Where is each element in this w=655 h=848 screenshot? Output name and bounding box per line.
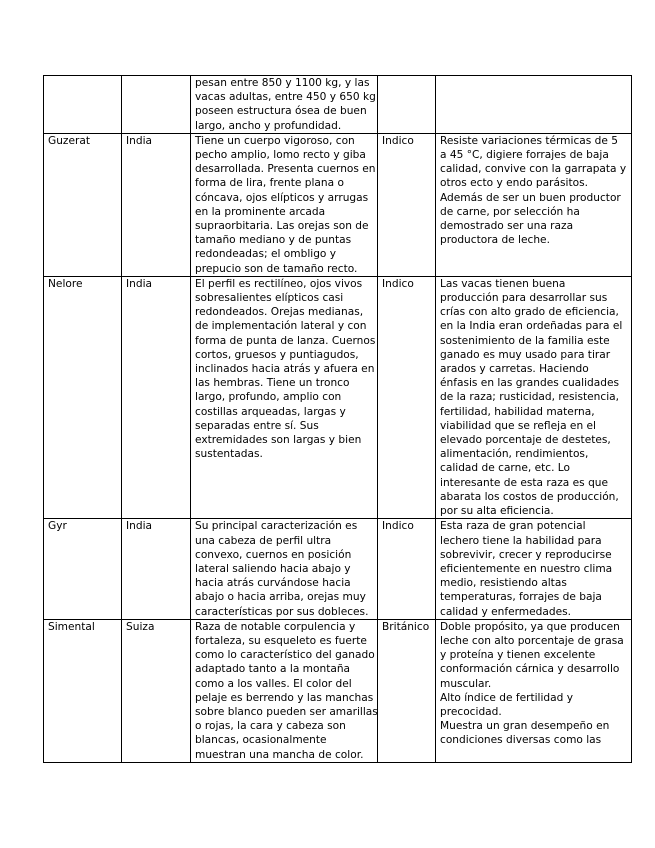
text-line: productora de leche. xyxy=(440,234,550,247)
text-line: características por sus dobleces. xyxy=(195,605,369,618)
text-line: eficientemente en nuestro clima xyxy=(440,562,613,575)
text-line: pelaje es berrendo y las manchas xyxy=(195,691,374,704)
text-line: crías con alto grado de eficiencia, xyxy=(440,306,619,319)
text-line: sobre blanco pueden ser amarillas xyxy=(195,705,378,718)
text-line: desarrollada. Presenta cuernos en xyxy=(195,163,376,176)
text-line: fertilidad, habilidad materna, xyxy=(440,405,595,418)
cattle-breeds-table xyxy=(43,75,632,763)
text-line: separadas entre sí. Sus xyxy=(195,419,319,432)
text-line: o rojas, la cara y cabeza son xyxy=(195,720,346,733)
text-line: sustentadas. xyxy=(195,448,263,461)
text-line: medio, resistiendo altas xyxy=(440,577,567,590)
text-line: Raza de notable corpulencia y xyxy=(195,620,356,633)
text-line: en la prominente arcada xyxy=(195,205,326,218)
traits-cell xyxy=(436,519,632,619)
text-line: El perfil es rectilíneo, ojos vivos xyxy=(195,277,363,290)
table-row xyxy=(44,76,632,134)
text-line: sobresalientes elípticos casi xyxy=(195,292,344,305)
text-line: temperaturas, forrajes de baja xyxy=(440,591,602,604)
text-line: énfasis en las grandes cualidades xyxy=(440,377,620,390)
text-line: Su principal caracterización es xyxy=(195,520,358,533)
text-line: leche con alto porcentaje de grasa xyxy=(440,634,624,647)
text-line: producción para desarrollar sus xyxy=(440,292,608,305)
origin-cell: India xyxy=(122,519,191,619)
text-line: por su alta eficiencia. xyxy=(440,505,554,518)
text-line: largo, ancho y profundidad. xyxy=(195,119,342,132)
text-line: condiciones diversas como las xyxy=(440,734,602,747)
text-line: largo, profundo, amplio con xyxy=(195,391,342,404)
type-cell xyxy=(378,76,436,134)
text-line: muscular. xyxy=(440,677,492,690)
text-line: abarata los costos de producción, xyxy=(440,490,619,503)
text-line: de carne, por selección ha xyxy=(440,205,580,218)
text-line: Resiste variaciones térmicas de 5 xyxy=(440,134,618,147)
breed-name-cell: Simental xyxy=(44,619,122,762)
text-line: Doble propósito, ya que producen xyxy=(440,620,620,633)
text-line: tamaño mediano y de puntas xyxy=(195,234,352,247)
description-cell xyxy=(191,276,378,518)
text-line: precocidad. xyxy=(440,705,502,718)
text-line: convexo, cuernos en posición xyxy=(195,548,352,561)
text-line: las hembras. Tiene un tronco xyxy=(195,377,350,390)
text-line: calidad y enfermedades. xyxy=(440,605,571,618)
text-line: demostrado ser una raza xyxy=(440,220,574,233)
text-line: redondeadas; el ombligo y xyxy=(195,248,337,261)
text-line: interesante de esta raza es que xyxy=(440,476,609,489)
text-line: sostenimiento de la familia este xyxy=(440,334,610,347)
text-line: elevado porcentaje de destetes, xyxy=(440,434,611,447)
text-line: calidad, convive con la garrapata y xyxy=(440,163,627,176)
text-line: en la India eran ordeñadas para el xyxy=(440,320,623,333)
breed-name-cell: Guzerat xyxy=(44,133,122,276)
text-line: redondeados. Orejas medianas, xyxy=(195,306,364,319)
text-line: hacia atrás curvándose hacia xyxy=(195,577,351,590)
table-row xyxy=(44,276,632,518)
text-line: forma de lira, frente plana o xyxy=(195,177,344,190)
table-body xyxy=(44,76,632,763)
text-line: adaptado tanto a la montaña xyxy=(195,663,351,676)
text-line: cortos, gruesos y puntiagudos, xyxy=(195,348,359,361)
traits-cell xyxy=(436,276,632,518)
text-line: Además de ser un buen productor xyxy=(440,191,621,204)
text-line: otros ecto y endo parásitos. xyxy=(440,177,588,190)
text-line: pecho amplio, lomo recto y giba xyxy=(195,149,366,162)
text-line: vacas adultas, entre 450 y 650 kg xyxy=(195,91,376,104)
breed-name-cell: Nelore xyxy=(44,276,122,518)
text-line: inclinados hacia atrás y afuera en xyxy=(195,363,375,376)
text-line: ganado es muy usado para tirar xyxy=(440,348,611,361)
text-line: alimentación, rendimientos, xyxy=(440,448,589,461)
text-line: sobrevivir, crecer y reproducirse xyxy=(440,548,612,561)
traits-cell xyxy=(436,133,632,276)
text-line: de la raza; rusticidad, resistencia, xyxy=(440,391,620,404)
traits-cell xyxy=(436,76,632,134)
origin-cell xyxy=(122,76,191,134)
text-line: Alto índice de fertilidad y xyxy=(440,691,574,704)
text-line: conformación cárnica y desarrollo xyxy=(440,663,620,676)
breed-name-cell xyxy=(44,76,122,134)
description-cell xyxy=(191,133,378,276)
table-row xyxy=(44,133,632,276)
text-line: prepucio son de tamaño recto. xyxy=(195,262,358,275)
text-line: lateral saliendo hacia abajo y xyxy=(195,562,351,575)
text-line: calidad de carne, etc. Lo xyxy=(440,462,571,475)
text-line: abajo o hacia arriba, orejas muy xyxy=(195,591,366,604)
description-cell xyxy=(191,619,378,762)
text-line: cóncava, ojos elípticos y arrugas xyxy=(195,191,369,204)
origin-cell: Suiza xyxy=(122,619,191,762)
text-line: lechero tiene la habilidad para xyxy=(440,534,602,547)
type-cell: Indico xyxy=(378,519,436,619)
text-line: Tiene un cuerpo vigoroso, con xyxy=(195,134,355,147)
text-line: forma de punta de lanza. Cuernos xyxy=(195,334,376,347)
text-line: extremidades son largas y bien xyxy=(195,434,362,447)
text-line: blancas, ocasionalmente xyxy=(195,734,327,747)
text-line: poseen estructura ósea de buen xyxy=(195,105,367,118)
origin-cell: India xyxy=(122,133,191,276)
text-line: como a los valles. El color del xyxy=(195,677,352,690)
text-line: fortaleza, su esqueleto es fuerte xyxy=(195,634,367,647)
description-cell xyxy=(191,76,378,134)
text-line: una cabeza de perfil ultra xyxy=(195,534,332,547)
type-cell: Británico xyxy=(378,619,436,762)
text-line: y proteína y tienen excelente xyxy=(440,649,596,662)
text-line: como lo característico del ganado xyxy=(195,649,375,662)
type-cell: Indico xyxy=(378,133,436,276)
type-cell: Indico xyxy=(378,276,436,518)
text-line: pesan entre 850 y 1100 kg, y las xyxy=(195,77,370,89)
text-line: supraorbitaria. Las orejas son de xyxy=(195,220,369,233)
text-line: de implementación lateral y con xyxy=(195,320,367,333)
text-line: Muestra un gran desempeño en xyxy=(440,720,610,733)
table-row xyxy=(44,519,632,619)
text-line: arados y carretas. Haciendo xyxy=(440,363,589,376)
traits-cell xyxy=(436,619,632,762)
text-line: muestran una mancha de color. xyxy=(195,748,364,761)
origin-cell: India xyxy=(122,276,191,518)
breed-name-cell: Gyr xyxy=(44,519,122,619)
description-cell xyxy=(191,519,378,619)
table-row xyxy=(44,619,632,762)
text-line: Las vacas tienen buena xyxy=(440,277,566,290)
text-line: Esta raza de gran potencial xyxy=(440,520,586,533)
text-line: a 45 °C, digiere forrajes de baja xyxy=(440,149,609,162)
text-line: costillas arqueadas, largas y xyxy=(195,405,346,418)
text-line: viabilidad que se refleja en el xyxy=(440,419,596,432)
